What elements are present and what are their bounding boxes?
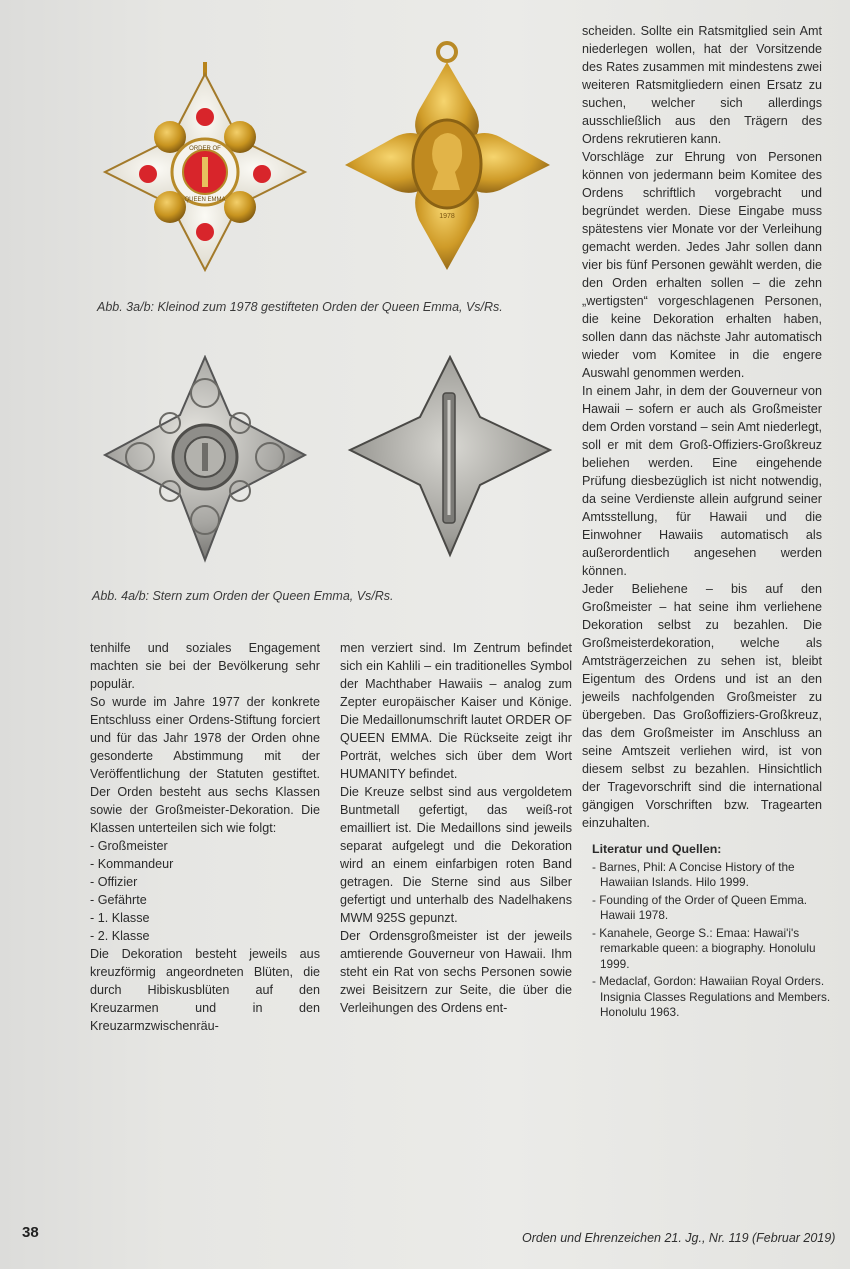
list-item: - Medaclaf, Gordon: Hawaiian Royal Orders. Insignia Classes Regulations and Members. Honolulu 1963. (592, 974, 831, 1019)
star-reverse-image (345, 355, 555, 560)
col1-paragraph-3: Die Dekoration besteht jeweils aus kreuzförmig angeordneten Blüten, die durch Hibiskusblüten auf den Kreuzarmen und in den Kreuzarmzwischenräu- (90, 947, 320, 1033)
list-item: - 1. Klasse (90, 911, 150, 925)
col2-paragraph-3: Der Ordensgroßmeister ist der jeweils amtierende Gouverneur von Hawaii. Ihm steht ein Rat von sechs Personen sowie zwei Beisitzern zur Seite, die über die Verleihungen des Ordens ent- (340, 929, 572, 1015)
col3-paragraph-3: In einem Jahr, in dem der Gouverneur von Hawaii – sofern er auch als Großmeister dem Orden vorstand – sein Amt niederlegt, soll er mit dem Groß-Offiziers-Großkreuz beliehen werden. Eine eingehende Prüfung diesbezüglich ist nicht notwendig, da seine Verdienste allein aufgrund seiner Amtsstellung, für Hawaii und die Einwohner Hawaiis automatisch als außerordentlich angesehen werden können. (582, 384, 822, 578)
references-heading: Literatur und Quellen: (592, 842, 722, 856)
col3-paragraph-1: scheiden. Sollte ein Ratsmitglied sein Amt niederlegen wollen, hat der Vorsitzende des Rates zusammen mit mindestens zwei weiteren Ratsmitgliedern einen Ersatz zu suchen, welcher sich allerdings ausschließlich aus den Trägern des Ordens rekrutieren kann. (582, 24, 822, 146)
badge-reverse-image (340, 40, 555, 275)
figure-caption-4: Abb. 4a/b: Stern zum Orden der Queen Emma, Vs/Rs. (92, 589, 394, 603)
col1-paragraph-2: So wurde im Jahre 1977 der konkrete Entschluss einer Ordens-Stiftung forciert und für das Jahr 1978 der Orden ohne gesonderte Abstimmung mit der Veröffentlichung der Statuten gestiftet. Der Orden besteht aus sechs Klassen sowie der Großmeister-Dekoration. Die Klassen unterteilen sich wie folgt: (90, 695, 320, 835)
list-item: - Offizier (90, 875, 138, 889)
col2-paragraph-2: Die Kreuze selbst sind aus vergoldetem Buntmetall gefertigt, das weiß-rot emailliert ist. Die Medaillons sind jeweils separat aufgelegt und die Dekoration wird an einem einfarbigen roten Band getragen. Die Sterne sind aus Silber gefertigt und unterhalb des Nadelhakens MWM 925S gepunzt. (340, 785, 572, 925)
text-column-2 (340, 639, 572, 1017)
list-item: - Großmeister (90, 839, 168, 853)
journal-footer: Orden und Ehrenzeichen 21. Jg., Nr. 119 (Februar 2019) (522, 1231, 836, 1245)
order-classes-list (90, 837, 320, 945)
reverse-date: 1978 (439, 213, 455, 220)
list-item: - Kommandeur (90, 857, 174, 871)
list-item: - Kanahele, George S.: Emaa: Hawai'i's remarkable queen: a biography. Honolulu 1999. (592, 925, 816, 971)
list-item: - Founding of the Order of Queen Emma. Hawaii 1978. (592, 892, 808, 922)
medallion-ring-top: ORDER OF (189, 146, 221, 152)
list-item: - Gefährte (90, 893, 147, 907)
col3-paragraph-2: Vorschläge zur Ehrung von Personen können von jedermann beim Komitee des Ordens schriftlich vorgebracht und begründet werden. Diese Eingabe muss spätestens vier Monate vor der Verleihung gemacht werden. Jedes Jahr sollen dann vier bis fünf Personen gewählt werden, die den Orden erhalten sollen – die zehn „wertigsten“ vorgeschlagenen Personen, die keine Dekoration erhalten haben, sollen dann das nächste Jahr automatisch wieder vom Komitee in die engere Auswahl genommen werden. (582, 150, 822, 380)
text-column-1 (90, 639, 320, 1035)
medallion-ring-bottom: QUEEN EMMA (184, 197, 226, 203)
references-section (592, 842, 832, 1023)
badge-obverse-image (100, 62, 310, 282)
text-column-3 (582, 22, 822, 832)
col2-paragraph-1: men verziert sind. Im Zentrum befindet sich ein Kahlili – ein traditionelles Symbol der Machthaber Hawaiis – analog zum Zepter europäischer Kaiser und Könige. Die Medaillonumschrift lautet ORDER OF QUEEN EMMA. Die Rückseite zeigt ihr Porträt, welches sich über dem Wort HUMANITY befindet. (340, 641, 572, 781)
list-item: - 2. Klasse (90, 929, 150, 943)
page-number: 38 (22, 1224, 39, 1241)
figure-caption-3: Abb. 3a/b: Kleinod zum 1978 gestifteten Orden der Queen Emma, Vs/Rs. (97, 300, 503, 314)
col3-paragraph-4: Jeder Beliehene – bis auf den Großmeister – hat seine ihm verliehene Dekoration selbst zu bezahlen. Die Großmeisterdekoration, welche als Amtsträgerzeichen zu sehen ist, bleibt Eigentum des Ordens und ist an den jeweils nachfolgenden Großmeister zu übergeben. Das Großoffiziers-Großkreuz, das dem Großmeister im Anschluss an seine Amtszeit verliehen wird, ist von diesem selbst zu bezahlen. Hinsichtlich der Tragevorschrift sind die international gängigen Vorschriften bzw. Tragearten einzuhalten. (582, 582, 822, 830)
col1-paragraph-1: tenhilfe und soziales Engagement machten sie bei der Bevölkerung sehr populär. (90, 641, 320, 691)
star-obverse-image (100, 355, 310, 565)
list-item: - Barnes, Phil: A Concise History of the Hawaiian Islands. Hilo 1999. (592, 859, 795, 889)
